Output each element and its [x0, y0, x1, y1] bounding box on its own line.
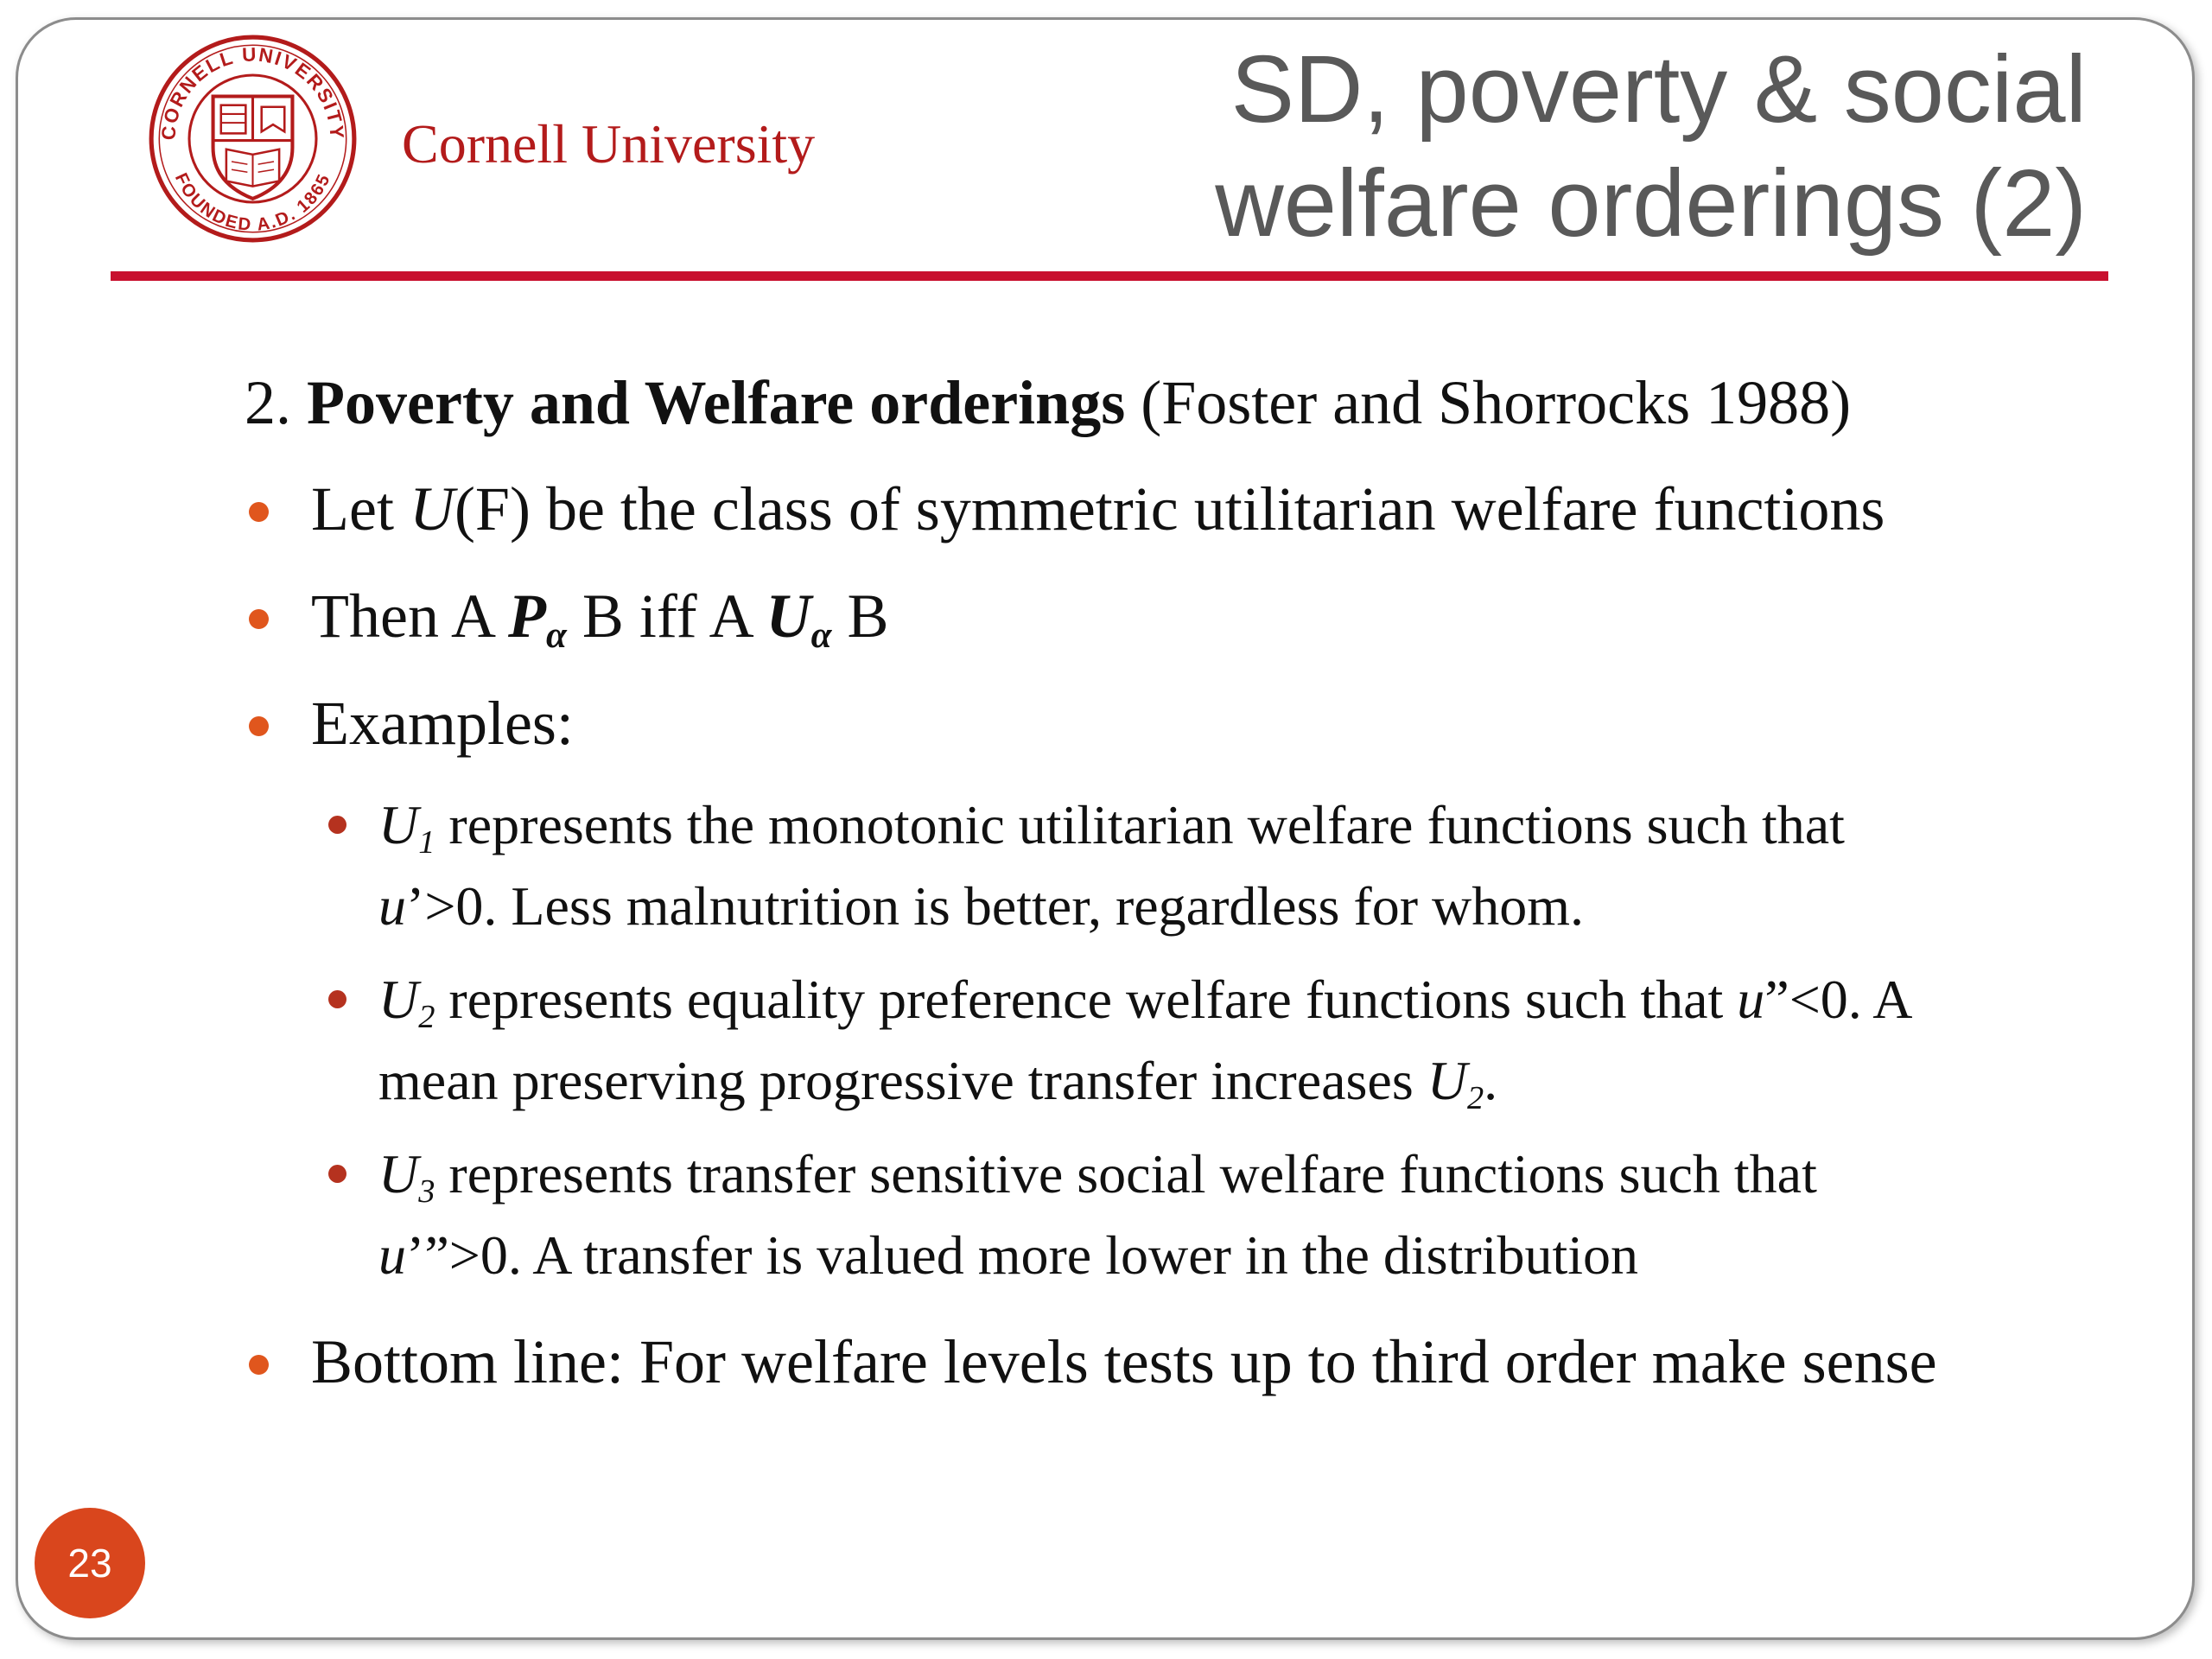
- seal-bottom-text: FOUNDED A.D. 1865: [170, 170, 335, 235]
- bullet-iff-statement: Then A $P_\alpha$ B iff A $U_\alpha$ B: [311, 582, 889, 657]
- bullet-dot: [249, 502, 269, 522]
- slide-title-line-1: SD, poverty & social: [1230, 36, 2087, 143]
- sub-bullet-u1-line-2: u’>0. Less malnutrition is better, regardless for whom.: [378, 875, 1584, 937]
- sub-bullet-u3-line-1: $U_3$ represents transfer sensitive social welfare functions such that: [378, 1143, 1817, 1210]
- symbol-U: U: [409, 474, 454, 543]
- university-wordmark: Cornell University: [402, 113, 816, 175]
- bullet-dot: [249, 716, 269, 736]
- page-number-badge: 23: [35, 1508, 145, 1618]
- sub-bullet-u3-line-2: u’”>0. A transfer is valued more lower in the distribution: [378, 1224, 1638, 1286]
- seal-top-text: CORNELL UNIVERSITY: [157, 43, 348, 141]
- bullet-examples: Examples:: [311, 689, 574, 758]
- bullet-dot: [249, 609, 269, 629]
- sub-bullet-dot: [328, 816, 346, 834]
- slide-title-line-2: welfare orderings (2): [1215, 150, 2087, 257]
- sub-bullet-u1-line-1: $U_1$ represents the monotonic utilitarian welfare functions such that: [378, 794, 1845, 861]
- symbol-U1: $U_1$: [378, 794, 435, 861]
- bullet-utilitarian-class: Let U(F) be the class of symmetric utilitarian welfare functions: [311, 474, 1885, 543]
- sub-bullet-u2-line-1: $U_2$ represents equality preference welfare functions such that u”<0. A: [378, 969, 1913, 1035]
- sub-bullet-u2-line-2: mean preserving progressive transfer increases $U_2$.: [378, 1050, 1498, 1116]
- symbol-U-alpha: $U_\alpha$: [766, 582, 832, 657]
- section-citation: (Foster and Shorrocks 1988): [1125, 368, 1852, 437]
- section-number: 2.: [245, 368, 307, 437]
- symbol-U2: $U_2$: [378, 969, 435, 1035]
- symbol-P-alpha: $P_\alpha$: [508, 582, 567, 657]
- bullet-bottom-line: Bottom line: For welfare levels tests up to third order make sense: [311, 1327, 1937, 1396]
- sub-bullet-dot: [328, 990, 346, 1008]
- section-heading-bold: Poverty and Welfare orderings: [307, 368, 1126, 437]
- symbol-U3: $U_3$: [378, 1143, 435, 1210]
- bullet-dot: [249, 1355, 269, 1375]
- sub-bullet-dot: [328, 1165, 346, 1183]
- section-heading: [245, 367, 1851, 439]
